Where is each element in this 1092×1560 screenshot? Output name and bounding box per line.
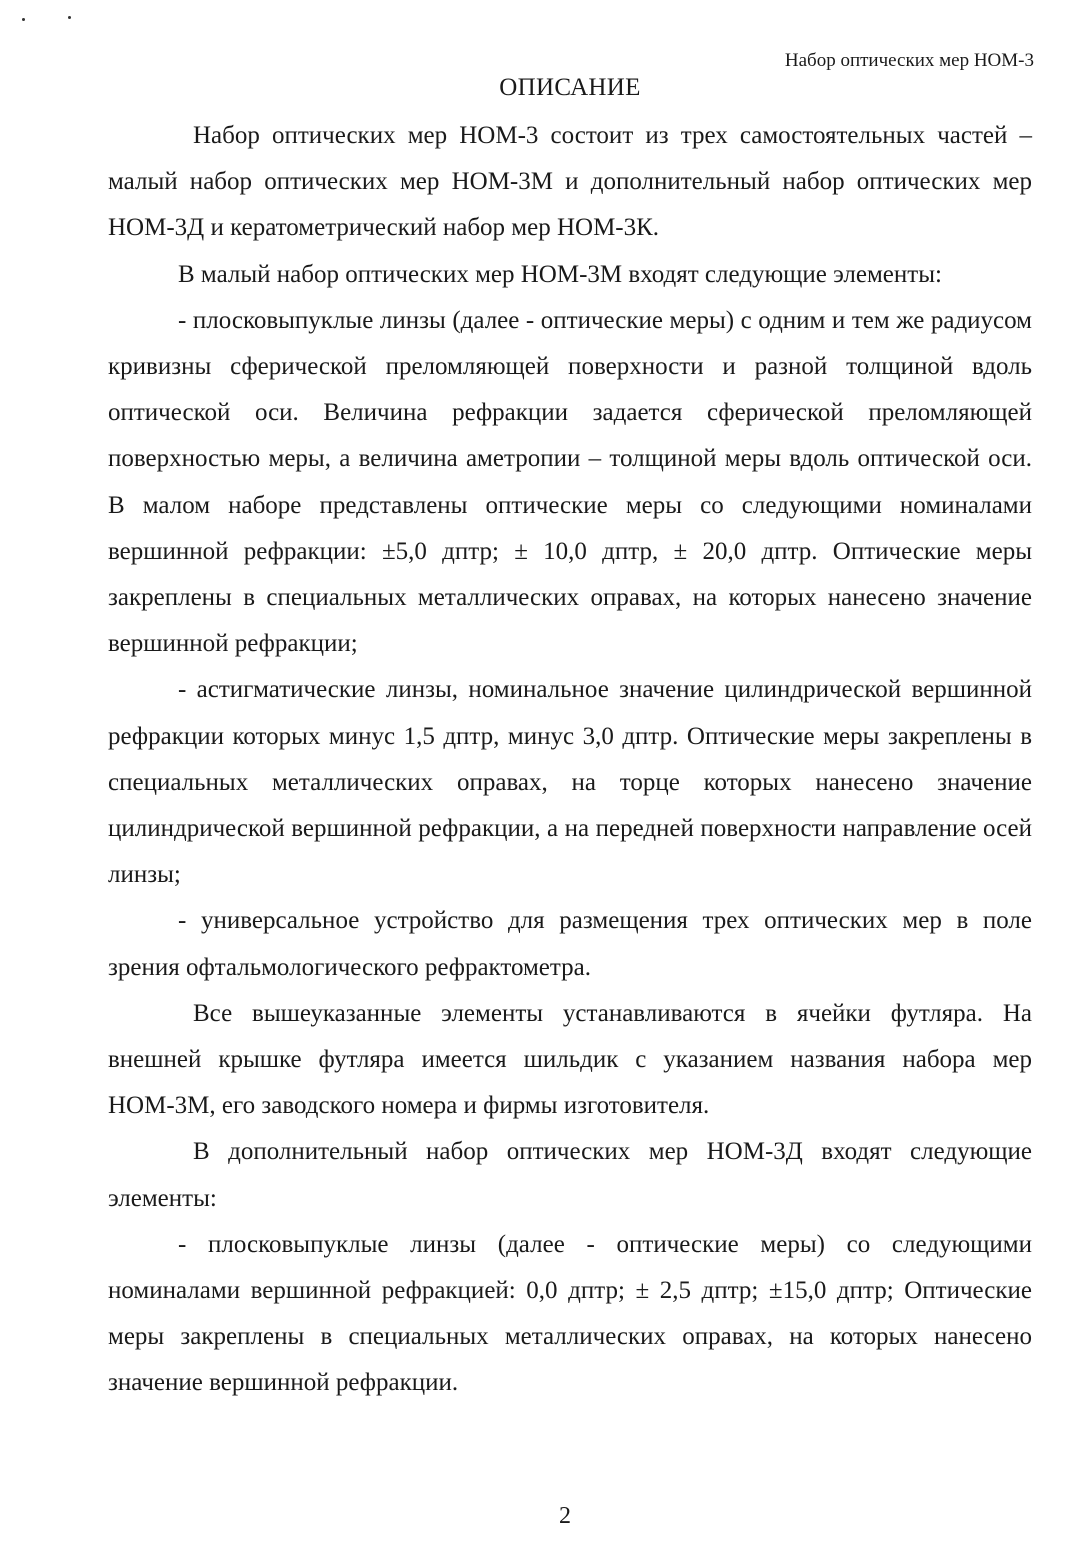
paragraph: Все вышеуказанные элементы устанавливаются в ячейки футляра. На внешней крышке футляра имеется шильдик с указанием названия набора мер НОМ-3М, его заводского номера и фирмы изготовителя. (108, 999, 1032, 1120)
document-body (108, 113, 1032, 1407)
list-item-paragraph: - плосковыпуклые линзы (далее - оптические меры) с одним и тем же радиусом кривизны сферической преломляющей поверхности и разной толщиной вдоль оптической оси. Величина рефракции задается сферической преломляющей поверхностью меры, а величина аметропии – толщиной меры вдоль оптической оси. В малом наборе представлены оптические меры со следующими номиналами вершинной рефракции: ±5,0 дптр; ± 10,0 дптр, ± 20,0 дптр. Оптические меры закреплены в специальных металлических оправах, на которых нанесено значение вершинной рефракции; (108, 306, 1032, 658)
list-item-paragraph: - астигматические линзы, номинальное значение цилиндрической вершинной рефракции которых минус 1,5 дптр, минус 3,0 дптр. Оптические меры закреплены в специальных металлических оправах, на торце которых нанесено значение цилиндрической вершинной рефракции, а на передней поверхности направление осей линзы; (108, 676, 1032, 889)
document-title: ОПИСАНИЕ (499, 74, 641, 101)
scan-speck (22, 18, 25, 21)
paragraph: Набор оптических мер НОМ-3 состоит из трех самостоятельных частей – малый набор оптических мер НОМ-3М и дополнительный набор оптических мер НОМ-3Д и кератометрический набор мер НОМ-3К. (108, 122, 1032, 242)
paragraph: В малый набор оптических мер НОМ-3М входят следующие элементы: (178, 260, 942, 288)
scan-speck (68, 16, 71, 19)
list-item-paragraph: - универсальное устройство для размещения трех оптических мер в поле зрения офтальмологического рефрактометра. (108, 907, 1032, 981)
running-header: Набор оптических мер НОМ-3 (784, 50, 1034, 71)
page-number: 2 (559, 1503, 571, 1529)
paragraph: В дополнительный набор оптических мер НОМ-3Д входят следующие элементы: (108, 1138, 1032, 1212)
list-item-paragraph: - плосковыпуклые линзы (далее - оптические меры) со следующими номиналами вершинной рефракцией: 0,0 дптр; ± 2,5 дптр; ±15,0 дптр; Оптические меры закреплены в специальных металлических оправах, на которых нанесено значение вершинной рефракции. (108, 1230, 1032, 1397)
